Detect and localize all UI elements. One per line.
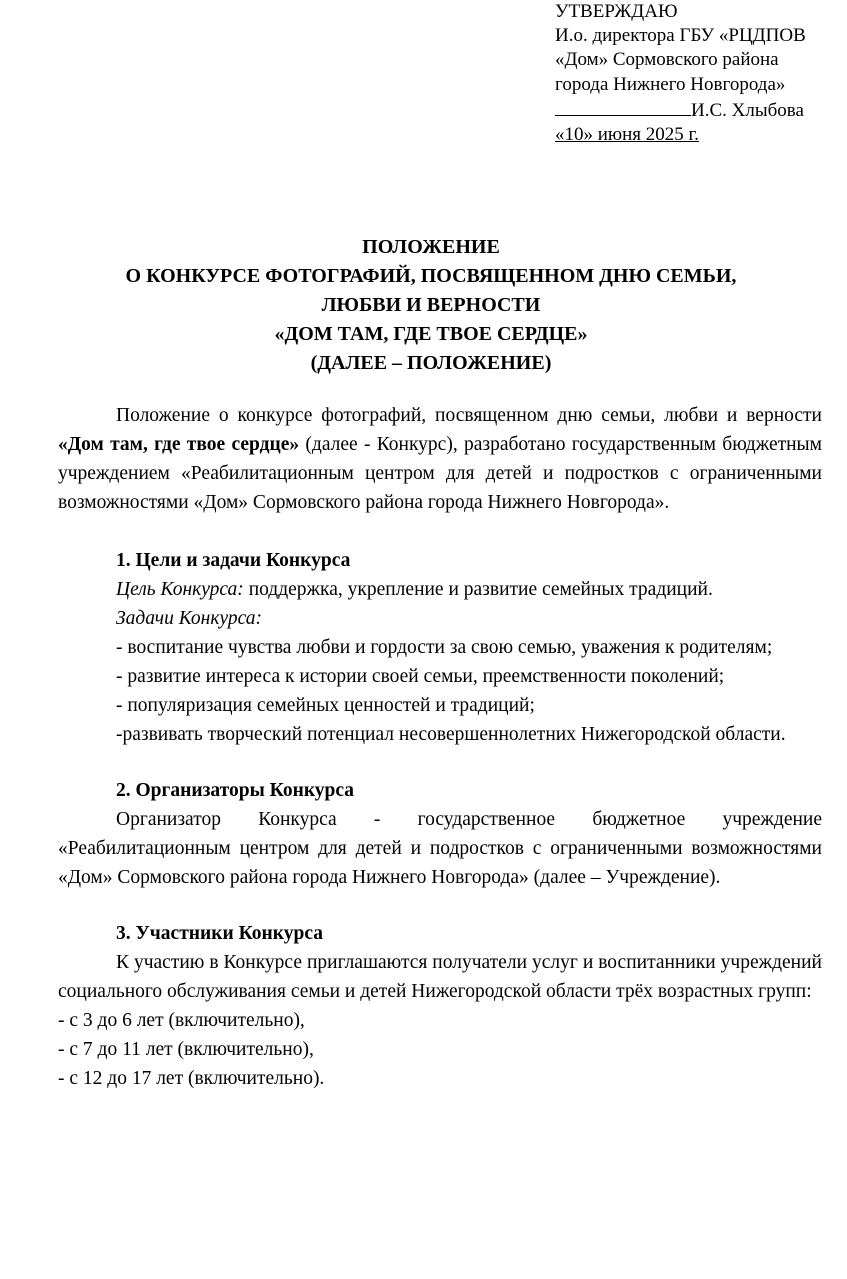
task-item: -развивать творческий потенциал несовершеннолетних Нижегородской области.	[116, 724, 786, 745]
age-group-item: - с 12 до 17 лет (включительно).	[58, 1068, 325, 1089]
approval-position: И.о. директора ГБУ «РЦДПОВ	[555, 25, 806, 47]
approval-city: города Нижнего Новгорода»	[555, 73, 786, 95]
section-1-heading: 1. Цели и задачи Конкурса	[116, 550, 351, 571]
task-item: - развитие интереса к истории своей семьи, преемственности поколений;	[116, 666, 725, 687]
title-line: ПОЛОЖЕНИЕ	[362, 236, 500, 258]
document-body	[58, 401, 822, 1093]
signature-line	[555, 97, 691, 116]
goal-line	[58, 575, 822, 604]
title-line: ЛЮБВИ И ВЕРНОСТИ	[321, 294, 541, 316]
intro-text-end: (далее - Конкурс), разработано государственным бюджетным учреждением «Реабилитационным центром для детей и подростков с ограниченными возможностями «Дом» Сормовского района города Нижнего Новгорода».	[58, 434, 822, 513]
document-title	[40, 233, 822, 378]
title-line: «ДОМ ТАМ, ГДЕ ТВОЕ СЕРДЦЕ»	[274, 323, 588, 345]
section-2-text: Организатор Конкурса - государственное бюджетное учреждение «Реабилитационным центром для детей и подростков с ограниченными возможностями «Дом» Сормовского района города Нижнего Новгорода» (далее – Учреждение).	[58, 809, 822, 888]
task-item: - популяризация семейных ценностей и традиций;	[116, 695, 535, 716]
approval-signature-row	[555, 97, 840, 123]
tasks-label: Задачи Конкурса:	[116, 608, 262, 629]
age-group-item: - с 7 до 11 лет (включительно),	[58, 1039, 314, 1060]
approval-heading: УТВЕРЖДАЮ	[555, 1, 678, 22]
approval-block	[555, 0, 840, 147]
goal-label: Цель Конкурса:	[116, 579, 244, 600]
approval-date: «10» июня 2025 г.	[555, 124, 699, 146]
signature-name: И.С. Хлыбова	[691, 99, 804, 121]
title-line: О КОНКУРСЕ ФОТОГРАФИЙ, ПОСВЯЩЕННОМ ДНЮ СЕМЬИ,	[125, 265, 737, 287]
task-item: - воспитание чувства любви и гордости за свою семью, уважения к родителям;	[116, 637, 773, 658]
section-2-heading: 2. Организаторы Конкурса	[116, 780, 355, 801]
title-line: (ДАЛЕЕ – ПОЛОЖЕНИЕ)	[310, 352, 552, 374]
contest-name: «Дом там, где твое сердце»	[58, 434, 300, 455]
goal-text: поддержка, укрепление и развитие семейных традиций.	[243, 579, 713, 600]
intro-text: Положение о конкурсе фотографий, посвященном дню семьи, любви и верности	[116, 405, 822, 426]
approval-organization: «Дом» Сормовского района	[555, 49, 779, 71]
intro-paragraph	[58, 401, 822, 517]
age-group-item: - с 3 до 6 лет (включительно),	[58, 1010, 305, 1031]
section-3-heading: 3. Участники Конкурса	[116, 923, 323, 944]
section-3-text: К участию в Конкурсе приглашаются получатели услуг и воспитанники учреждений социального обслуживания семьи и детей Нижегородской области трёх возрастных групп:	[58, 952, 822, 1002]
